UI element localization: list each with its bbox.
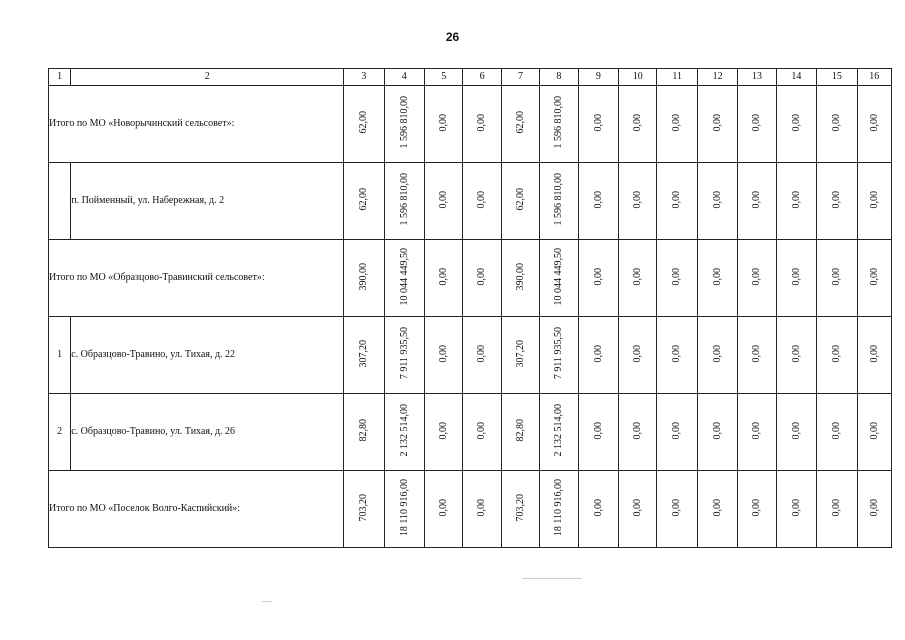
- value-cell: [657, 240, 697, 317]
- value-text: 62,00: [514, 188, 526, 211]
- value-cell: [857, 471, 891, 548]
- value-text: 0,00: [790, 421, 802, 439]
- value-text: 0,00: [831, 113, 843, 131]
- value-text: 0,00: [790, 344, 802, 362]
- value-text: 0,00: [831, 344, 843, 362]
- value-text: 0,00: [437, 498, 449, 516]
- value-cell: [384, 394, 424, 471]
- value-text: 0,00: [592, 498, 604, 516]
- value-cell: [776, 240, 816, 317]
- value-text: 0,00: [437, 190, 449, 208]
- value-text: 0,00: [790, 190, 802, 208]
- value-text: 0,00: [868, 267, 880, 285]
- column-number-4: 4: [384, 69, 424, 86]
- value-text: 0,00: [831, 421, 843, 439]
- column-number-13: 13: [738, 69, 776, 86]
- value-text: 0,00: [751, 421, 763, 439]
- value-text: 703,20: [514, 493, 526, 521]
- value-cell: [424, 471, 462, 548]
- table-row: [49, 163, 892, 240]
- value-cell: [344, 471, 384, 548]
- value-cell: [857, 163, 891, 240]
- page-number: 26: [445, 30, 460, 44]
- value-cell: [424, 394, 462, 471]
- value-cell: [578, 471, 618, 548]
- value-text: 0,00: [476, 267, 488, 285]
- column-number-9: 9: [578, 69, 618, 86]
- value-text: 703,20: [358, 493, 370, 521]
- value-text: 82,80: [514, 419, 526, 442]
- value-text: 0,00: [631, 113, 643, 131]
- value-text: 0,00: [476, 344, 488, 362]
- value-cell: [344, 240, 384, 317]
- value-text: 0,00: [671, 498, 683, 516]
- value-cell: [501, 86, 539, 163]
- value-cell: [738, 471, 776, 548]
- value-text: 307,20: [358, 339, 370, 367]
- value-text: 0,00: [476, 421, 488, 439]
- column-number-16: 16: [857, 69, 891, 86]
- value-cell: [817, 240, 857, 317]
- value-cell: [384, 163, 424, 240]
- value-cell: [463, 240, 501, 317]
- value-cell: [578, 86, 618, 163]
- value-text: 0,00: [868, 421, 880, 439]
- value-cell: [424, 240, 462, 317]
- value-cell: [540, 394, 578, 471]
- value-text: 0,00: [671, 421, 683, 439]
- value-text: 0,00: [476, 113, 488, 131]
- value-cell: [657, 471, 697, 548]
- value-text: 0,00: [790, 267, 802, 285]
- value-text: 62,00: [514, 111, 526, 134]
- value-text: 18 110 916,00: [553, 478, 565, 536]
- value-text: 0,00: [751, 113, 763, 131]
- value-cell: [619, 471, 657, 548]
- value-text: 0,00: [751, 267, 763, 285]
- value-cell: [463, 163, 501, 240]
- value-cell: [857, 394, 891, 471]
- subtotal-label: Итого по МО «Образцово-Травинский сельсовет»:: [49, 240, 344, 317]
- column-number-11: 11: [657, 69, 697, 86]
- row-number: 2: [49, 394, 71, 471]
- value-cell: [578, 394, 618, 471]
- scan-mark: [262, 601, 272, 602]
- value-cell: [857, 317, 891, 394]
- value-cell: [540, 471, 578, 548]
- value-cell: [697, 240, 737, 317]
- value-cell: [384, 317, 424, 394]
- row-number: [49, 163, 71, 240]
- value-cell: [540, 240, 578, 317]
- value-text: 390,00: [358, 262, 370, 290]
- value-cell: [344, 163, 384, 240]
- data-table: [48, 68, 892, 548]
- value-cell: [738, 163, 776, 240]
- value-text: 7 911 935,50: [398, 327, 410, 380]
- subtotal-label: Итого по МО «Поселок Волго-Каспийский»:: [49, 471, 344, 548]
- value-text: 62,00: [358, 111, 370, 134]
- value-cell: [578, 317, 618, 394]
- value-cell: [738, 86, 776, 163]
- column-number-15: 15: [817, 69, 857, 86]
- value-cell: [697, 317, 737, 394]
- value-text: 0,00: [437, 267, 449, 285]
- address-label: с. Образцово-Травино, ул. Тихая, д. 22: [71, 317, 344, 394]
- value-cell: [344, 317, 384, 394]
- table-row: [49, 394, 892, 471]
- value-cell: [384, 86, 424, 163]
- value-text: 0,00: [711, 421, 723, 439]
- value-cell: [857, 240, 891, 317]
- value-text: 0,00: [868, 190, 880, 208]
- value-text: 0,00: [751, 344, 763, 362]
- value-text: 0,00: [631, 190, 643, 208]
- value-text: 0,00: [711, 498, 723, 516]
- value-text: 1 596 810,00: [553, 96, 565, 149]
- value-cell: [540, 317, 578, 394]
- value-text: 0,00: [437, 344, 449, 362]
- value-cell: [817, 471, 857, 548]
- value-cell: [501, 394, 539, 471]
- value-text: 0,00: [592, 344, 604, 362]
- value-cell: [344, 86, 384, 163]
- value-text: 0,00: [671, 113, 683, 131]
- value-cell: [463, 471, 501, 548]
- value-cell: [619, 163, 657, 240]
- value-cell: [697, 86, 737, 163]
- value-text: 0,00: [592, 190, 604, 208]
- value-cell: [463, 86, 501, 163]
- value-cell: [463, 394, 501, 471]
- value-cell: [657, 394, 697, 471]
- value-cell: [657, 317, 697, 394]
- value-cell: [384, 240, 424, 317]
- value-cell: [619, 86, 657, 163]
- value-cell: [776, 471, 816, 548]
- value-cell: [817, 86, 857, 163]
- value-cell: [657, 163, 697, 240]
- value-text: 0,00: [711, 190, 723, 208]
- value-text: 0,00: [671, 344, 683, 362]
- value-text: 0,00: [476, 498, 488, 516]
- value-text: 0,00: [711, 113, 723, 131]
- value-text: 0,00: [751, 190, 763, 208]
- value-cell: [501, 240, 539, 317]
- value-cell: [619, 394, 657, 471]
- value-cell: [776, 394, 816, 471]
- value-cell: [463, 317, 501, 394]
- value-text: 0,00: [476, 190, 488, 208]
- column-number-12: 12: [697, 69, 737, 86]
- value-cell: [578, 240, 618, 317]
- value-text: 0,00: [671, 190, 683, 208]
- value-cell: [697, 471, 737, 548]
- value-text: 0,00: [751, 498, 763, 516]
- value-text: 62,00: [358, 188, 370, 211]
- value-cell: [817, 394, 857, 471]
- value-text: 0,00: [831, 267, 843, 285]
- value-text: 82,80: [358, 419, 370, 442]
- value-cell: [619, 240, 657, 317]
- value-cell: [738, 394, 776, 471]
- subtotal-label: Итого по МО «Новорычинский сельсовет»:: [49, 86, 344, 163]
- value-cell: [424, 163, 462, 240]
- value-text: 0,00: [790, 498, 802, 516]
- value-cell: [344, 394, 384, 471]
- value-text: 307,20: [514, 339, 526, 367]
- value-text: 0,00: [671, 267, 683, 285]
- column-number-2: 2: [71, 69, 344, 86]
- value-text: 0,00: [437, 113, 449, 131]
- value-cell: [817, 163, 857, 240]
- value-text: 0,00: [868, 344, 880, 362]
- value-text: 1 596 810,00: [553, 173, 565, 226]
- value-cell: [776, 86, 816, 163]
- value-text: 0,00: [437, 421, 449, 439]
- value-text: 0,00: [631, 267, 643, 285]
- value-text: 0,00: [790, 113, 802, 131]
- value-text: 0,00: [631, 344, 643, 362]
- value-cell: [501, 163, 539, 240]
- value-text: 0,00: [592, 267, 604, 285]
- value-text: 0,00: [831, 498, 843, 516]
- column-number-6: 6: [463, 69, 501, 86]
- value-cell: [384, 471, 424, 548]
- column-number-10: 10: [619, 69, 657, 86]
- value-text: 1 596 810,00: [398, 173, 410, 226]
- value-text: 7 911 935,50: [553, 327, 565, 380]
- subtotal-row: [49, 86, 892, 163]
- value-cell: [578, 163, 618, 240]
- value-cell: [501, 471, 539, 548]
- value-text: 0,00: [711, 267, 723, 285]
- address-label: с. Образцово-Травино, ул. Тихая, д. 26: [71, 394, 344, 471]
- value-text: 0,00: [868, 498, 880, 516]
- value-text: 18 110 916,00: [398, 478, 410, 536]
- value-cell: [776, 317, 816, 394]
- value-text: 0,00: [592, 421, 604, 439]
- subtotal-row: [49, 471, 892, 548]
- value-cell: [738, 317, 776, 394]
- value-cell: [697, 394, 737, 471]
- value-cell: [657, 86, 697, 163]
- value-cell: [424, 317, 462, 394]
- table-body: [49, 69, 892, 548]
- value-cell: [857, 86, 891, 163]
- value-text: 10 044 449,50: [553, 247, 565, 305]
- value-text: 2 132 514,00: [553, 404, 565, 457]
- value-text: 390,00: [514, 262, 526, 290]
- value-cell: [738, 240, 776, 317]
- value-cell: [697, 163, 737, 240]
- value-cell: [501, 317, 539, 394]
- value-text: 2 132 514,00: [398, 404, 410, 457]
- table-row: [49, 317, 892, 394]
- value-text: 0,00: [831, 190, 843, 208]
- value-cell: [540, 163, 578, 240]
- address-label: п. Пойменный, ул. Набережная, д. 2: [71, 163, 344, 240]
- value-cell: [776, 163, 816, 240]
- value-text: 0,00: [631, 421, 643, 439]
- column-number-5: 5: [424, 69, 462, 86]
- value-cell: [424, 86, 462, 163]
- value-text: 0,00: [711, 344, 723, 362]
- column-number-8: 8: [540, 69, 578, 86]
- column-number-14: 14: [776, 69, 816, 86]
- scan-mark: [522, 578, 582, 579]
- column-number-3: 3: [344, 69, 384, 86]
- row-number: 1: [49, 317, 71, 394]
- value-text: 0,00: [631, 498, 643, 516]
- value-text: 0,00: [592, 113, 604, 131]
- value-cell: [619, 317, 657, 394]
- value-cell: [540, 86, 578, 163]
- subtotal-row: [49, 240, 892, 317]
- value-cell: [817, 317, 857, 394]
- column-number-1: 1: [49, 69, 71, 86]
- column-number-row: [49, 69, 892, 86]
- value-text: 1 596 810,00: [398, 96, 410, 149]
- value-text: 0,00: [868, 113, 880, 131]
- value-text: 10 044 449,50: [398, 247, 410, 305]
- column-number-7: 7: [501, 69, 539, 86]
